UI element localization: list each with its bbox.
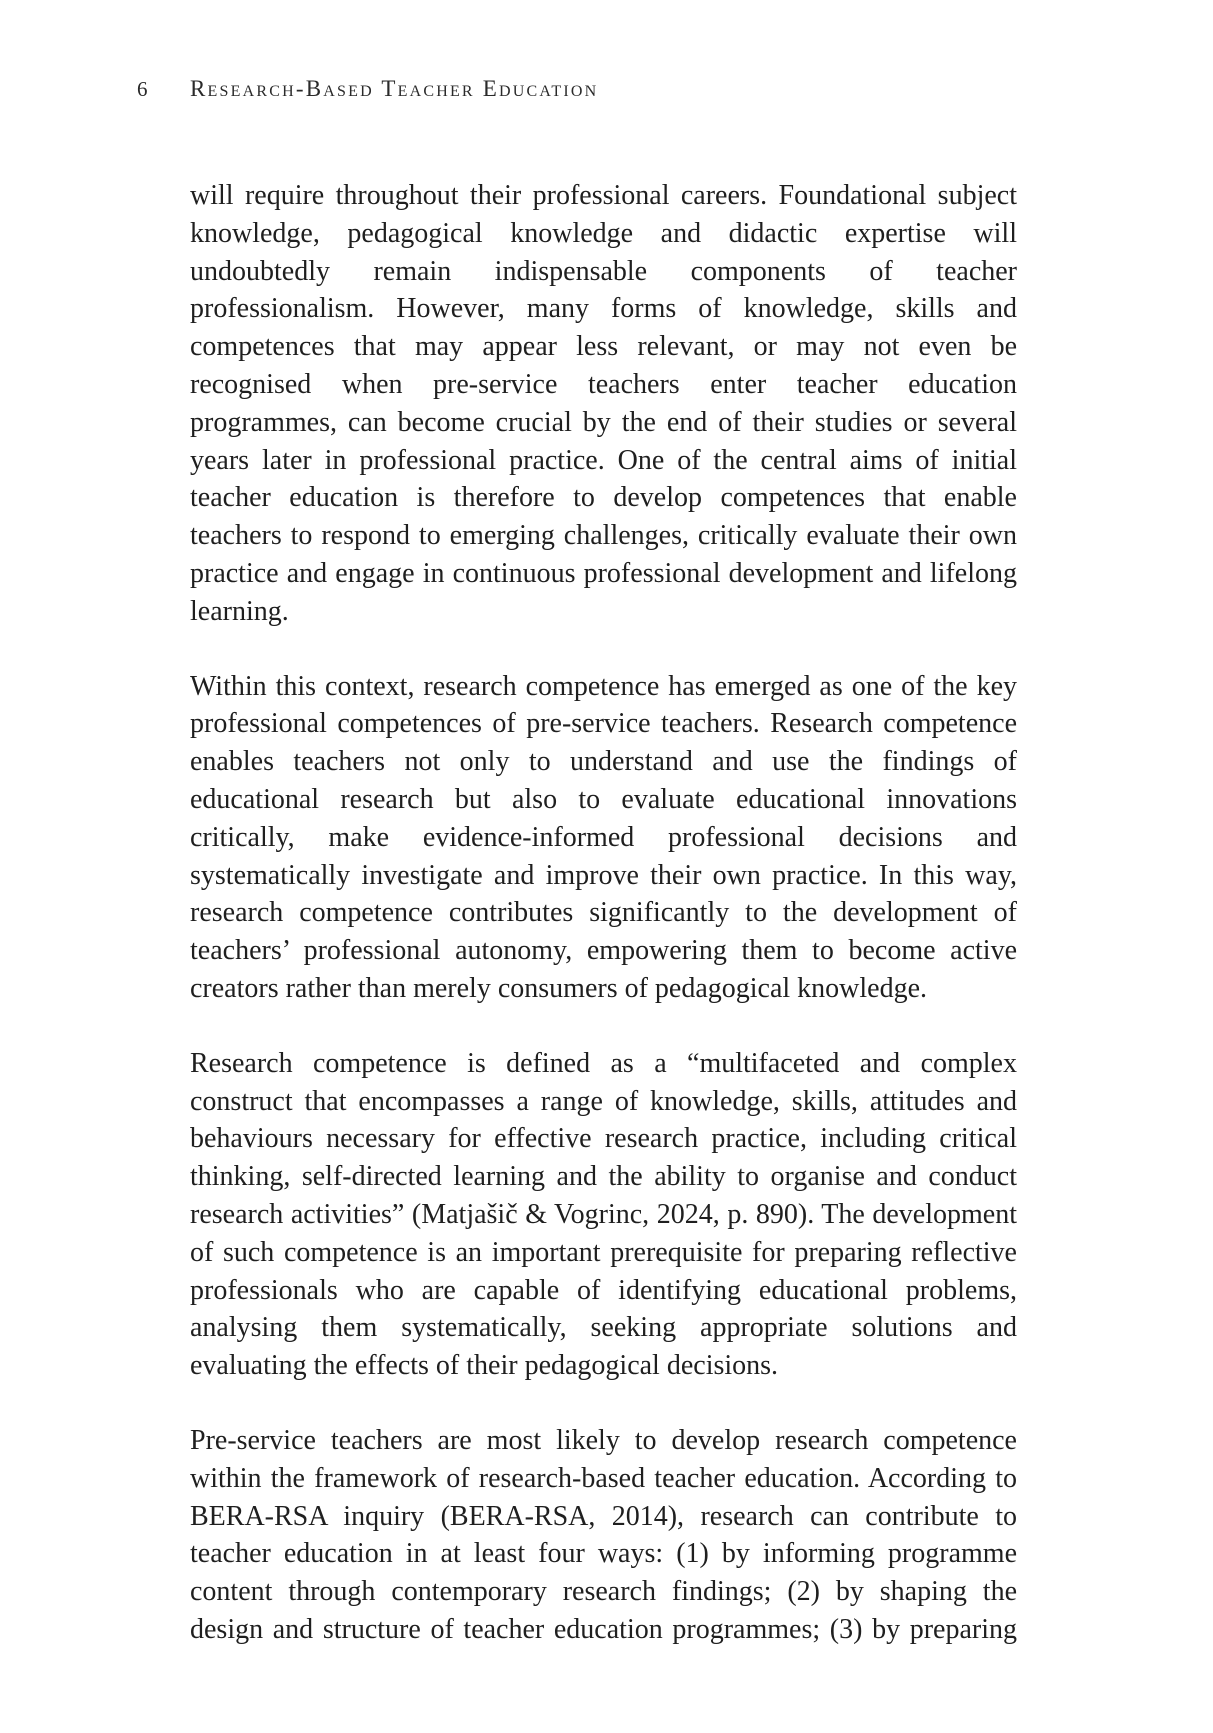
body-text <box>190 177 1017 1649</box>
paragraph: Within this context, research competence has emerged as one of the key professional competences of pre-service teachers. Research competence enables teachers not only to understand and use the findings of educational research but also to evaluate educational innovations critically, make evidence-informed professional decisions and systematically investigate and improve their own practice. In this way, research competence contributes significantly to the development of teachers’ professional autonomy, empowering them to become active creators rather than merely consumers of pedagogical knowledge. <box>190 670 1017 1004</box>
paragraph: Research competence is defined as a “multifaceted and complex construct that encompasses a range of knowledge, skills, attitudes and behaviours necessary for effective research practice, including critical thinking, self-directed learning and the ability to organise and conduct research activities” (Matjašič & Vogrinc, 2024, p. 890). The development of such competence is an important prerequisite for preparing reflective professionals who are capable of identifying educational problems, analysing them systematically, seeking appropriate solutions and evaluating the effects of their pedagogical decisions. <box>190 1047 1017 1382</box>
running-header <box>137 76 598 106</box>
running-title: Research-Based Teacher Education <box>190 76 599 101</box>
paragraph: will require throughout their professional careers. Foundational subject knowledge, pedagogical knowledge and didactic expertise will undoubtedly remain indispensable components of teacher professionalism. However, many forms of knowledge, skills and competences that may appear less relevant, or may not even be recognised when pre-service teachers enter teacher education programmes, can become crucial by the end of their studies or several years later in professional practice. One of the central aims of initial teacher education is therefore to develop competences that enable teachers to respond to emerging challenges, critically evaluate their own practice and engage in continuous professional development and lifelong learning. <box>190 180 1017 627</box>
page-number: 6 <box>137 77 148 101</box>
paragraph: Pre-service teachers are most likely to develop research competence within the framework of research-based teacher education. According to BERA-RSA inquiry (BERA-RSA, 2014), research can contribute to teacher education in at least four ways: (1) by informing programme content through contemporary research findings; (2) by shaping the design and structure of teacher education programmes; (3) by preparing <box>190 1424 1017 1645</box>
